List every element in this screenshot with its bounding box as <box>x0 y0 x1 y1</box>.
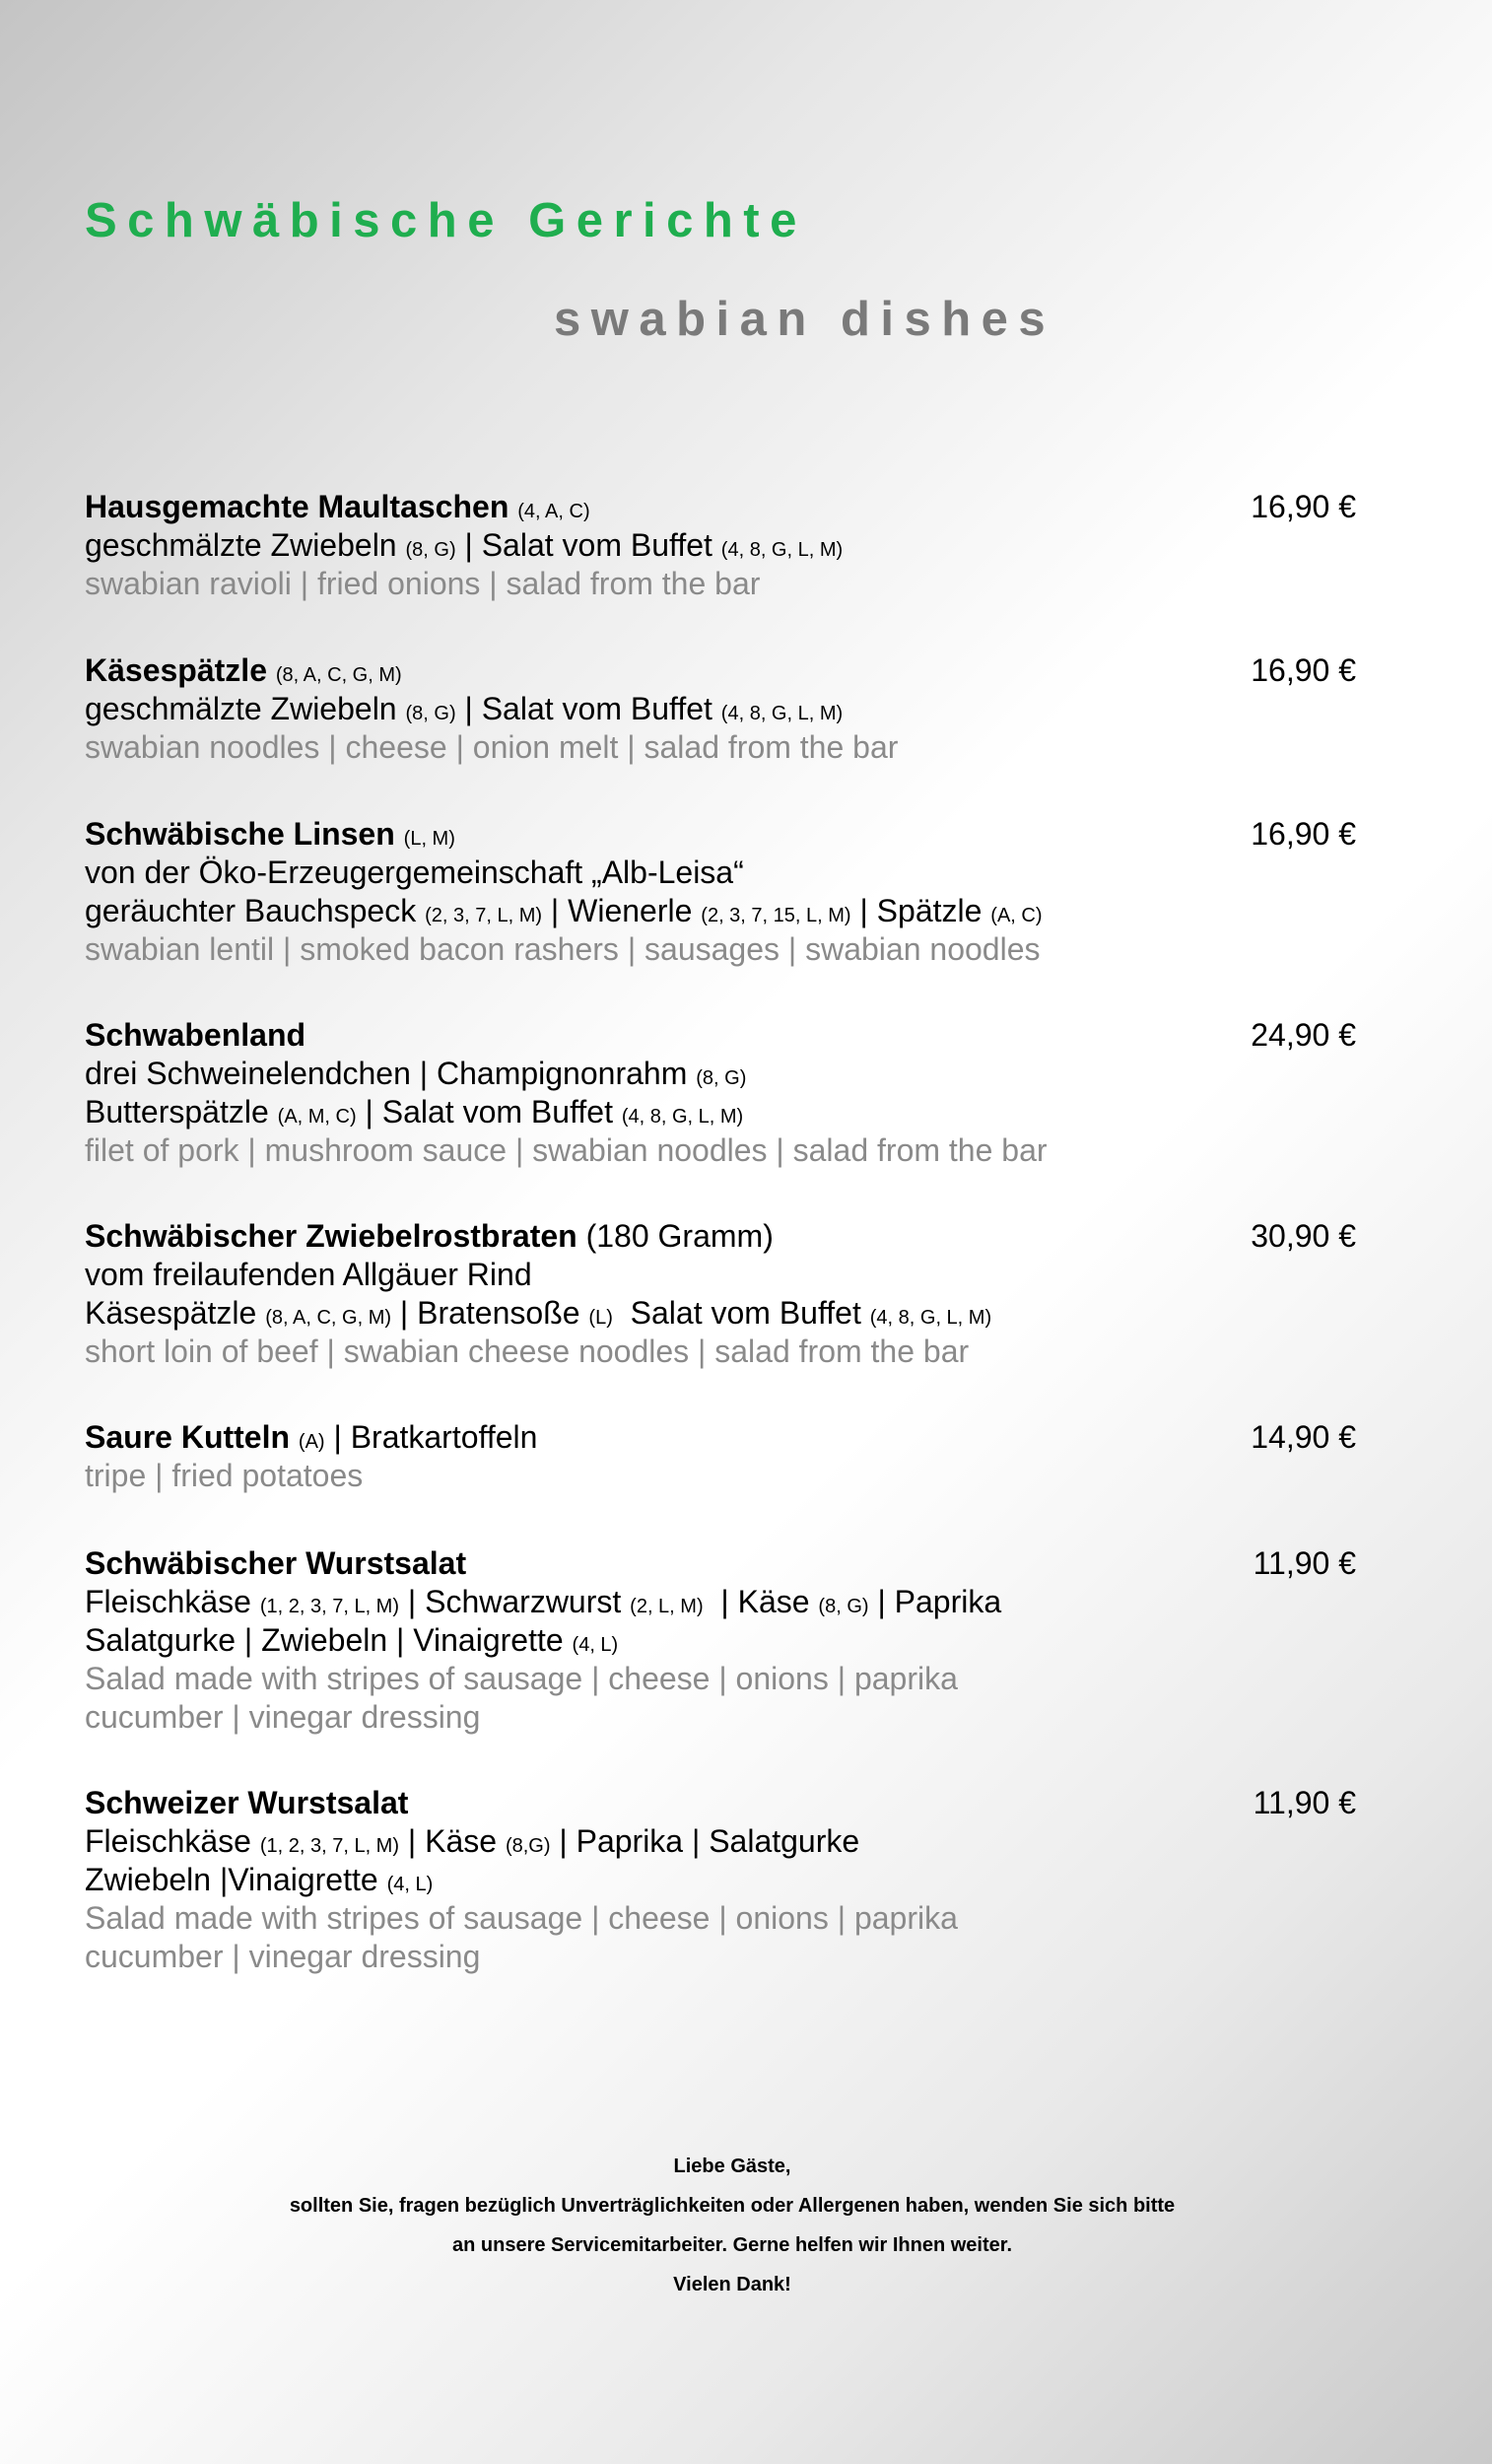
side-text: | Spätzle <box>859 893 983 928</box>
dish-name: Saure Kutteln <box>85 1419 291 1455</box>
dish-sides <box>85 526 1356 565</box>
dish-name: Schwabenland <box>85 1017 306 1053</box>
dish-description-en: swabian lentil | smoked bacon rashers | sausages | swabian noodles <box>85 931 1041 967</box>
dish-name-line <box>85 488 1356 526</box>
dish-sides <box>85 1055 1356 1093</box>
dish-name-line <box>85 1784 1356 1822</box>
side-text: | Salat vom Buffet <box>464 527 712 563</box>
menu-item-linsen <box>85 815 1356 969</box>
menu-item-schwaebischer-wurstsalat <box>85 1544 1356 1737</box>
dish-sides <box>85 1861 1356 1899</box>
allergens: (2, 3, 7, 15, L, M) <box>701 905 851 926</box>
side-text: | Wienerle <box>550 893 693 928</box>
dish-origin: vom freilaufenden Allgäuer Rind <box>85 1257 532 1292</box>
dish-sides <box>85 1621 1356 1660</box>
notice-text: an unsere Servicemitarbeiter. Gerne helfen wir Ihnen weiter. <box>452 2234 1012 2256</box>
allergens: (8, A, C, G, M) <box>275 664 402 686</box>
side-text: Salat vom Buffet <box>630 1295 861 1331</box>
dish-description-en: cucumber | vinegar dressing <box>85 1699 481 1735</box>
dish-weight: (180 Gramm) <box>585 1218 774 1254</box>
side-text: | Salat vom Buffet <box>365 1094 613 1129</box>
side-text: | Käse <box>720 1584 810 1619</box>
side-text: Butterspätzle <box>85 1094 269 1129</box>
allergens: (4, 8, G, L, M) <box>621 1106 744 1128</box>
dish-name: Hausgemachte Maultaschen <box>85 489 509 524</box>
menu-item-schwabenland <box>85 1016 1356 1170</box>
dish-sides <box>85 1822 1356 1861</box>
dish-sides <box>85 1583 1356 1621</box>
price: 30,90 € <box>1251 1218 1356 1254</box>
menu-item-maultaschen <box>85 488 1356 603</box>
side-text: | Paprika | Salatgurke <box>559 1823 860 1859</box>
side-text: Salatgurke | Zwiebeln | Vinaigrette <box>85 1622 564 1658</box>
dish-name-line <box>85 1016 1356 1055</box>
allergens: (A, M, C) <box>277 1106 357 1128</box>
notice-thanks: Vielen Dank! <box>673 2274 791 2295</box>
menu-item-zwiebelrostbraten <box>85 1217 1356 1371</box>
dish-description-en: swabian noodles | cheese | onion melt | salad from the bar <box>85 729 899 765</box>
allergens: (2, 3, 7, L, M) <box>425 905 543 926</box>
dish-description-en: Salad made with stripes of sausage | cheese | onions | paprika <box>85 1900 958 1936</box>
allergens: (4, 8, G, L, M) <box>720 703 844 724</box>
dish-description-en: swabian ravioli | fried onions | salad from the bar <box>85 566 761 601</box>
dish-sides <box>85 1093 1356 1131</box>
dish-name-line <box>85 651 1356 690</box>
dish-description-en: filet of pork | mushroom sauce | swabian noodles | salad from the bar <box>85 1132 1048 1168</box>
allergens: (4, A, C) <box>517 501 590 522</box>
allergens: (4, L) <box>572 1634 619 1656</box>
dish-description-en: tripe | fried potatoes <box>85 1458 364 1493</box>
page-title: Schwäbische Gerichte <box>85 194 807 247</box>
price: 11,90 € <box>1253 1785 1356 1820</box>
allergens: (4, 8, G, L, M) <box>869 1307 992 1329</box>
allergens: (8, G) <box>405 703 456 724</box>
notice-text: sollten Sie, fragen bezüglich Unverträglichkeiten oder Allergenen haben, wenden Sie sich bitte <box>289 2195 1176 2217</box>
dish-name-line <box>85 1418 1356 1457</box>
allergens: (1, 2, 3, 7, L, M) <box>259 1835 400 1857</box>
menu-item-saure-kutteln <box>85 1418 1356 1495</box>
side-text: geschmälzte Zwiebeln <box>85 527 397 563</box>
side-text: | Paprika <box>877 1584 1002 1619</box>
side-text: drei Schweinelendchen | Champignonrahm <box>85 1056 688 1091</box>
page-subtitle: swabian dishes <box>554 293 1056 346</box>
price: 24,90 € <box>1251 1017 1356 1053</box>
dish-sides <box>85 1294 1356 1333</box>
dish-name: Schweizer Wurstsalat <box>85 1785 409 1820</box>
dish-name: Käsespätzle <box>85 652 267 688</box>
dish-sides <box>85 690 1356 728</box>
side-text: geschmälzte Zwiebeln <box>85 691 397 726</box>
allergy-notice <box>0 2147 1464 2304</box>
menu-item-kaesespaetzle <box>85 651 1356 767</box>
price: 16,90 € <box>1251 816 1356 852</box>
allergens: (8, G) <box>818 1596 869 1617</box>
dish-description-en: Salad made with stripes of sausage | cheese | onions | paprika <box>85 1661 958 1696</box>
dish-description-en: cucumber | vinegar dressing <box>85 1939 481 1974</box>
dish-name: Schwäbischer Zwiebelrostbraten <box>85 1218 577 1254</box>
allergens: (L) <box>588 1307 613 1329</box>
dish-name: Schwäbische Linsen <box>85 816 395 852</box>
price: 16,90 € <box>1251 652 1356 688</box>
dish-name-line <box>85 1544 1356 1583</box>
price: 14,90 € <box>1251 1419 1356 1455</box>
side-text: | Bratkartoffeln <box>333 1419 538 1455</box>
allergens: (8,G) <box>505 1835 551 1857</box>
dish-description-en: short loin of beef | swabian cheese noodles | salad from the bar <box>85 1334 970 1369</box>
allergens: (8, G) <box>405 539 456 561</box>
side-text: | Schwarzwurst <box>407 1584 622 1619</box>
dish-name: Schwäbischer Wurstsalat <box>85 1545 467 1581</box>
allergens: (L, M) <box>403 828 455 850</box>
side-text: Zwiebeln |Vinaigrette <box>85 1862 378 1897</box>
side-text: | Bratensoße <box>399 1295 580 1331</box>
side-text: geräuchter Bauchspeck <box>85 893 417 928</box>
allergens: (2, L, M) <box>630 1596 704 1617</box>
price: 11,90 € <box>1253 1545 1356 1581</box>
side-text: Fleischkäse <box>85 1584 251 1619</box>
allergens: (4, 8, G, L, M) <box>720 539 844 561</box>
allergens: (8, A, C, G, M) <box>265 1307 392 1329</box>
side-text: | Käse <box>407 1823 498 1859</box>
allergens: (4, L) <box>386 1874 434 1895</box>
allergens: (8, G) <box>696 1067 747 1089</box>
allergens: (1, 2, 3, 7, L, M) <box>259 1596 400 1617</box>
dish-origin: von der Öko-Erzeugergemeinschaft „Alb-Leisa“ <box>85 855 744 890</box>
allergens: (A, C) <box>990 905 1043 926</box>
allergens: (A) <box>298 1431 325 1453</box>
side-text: Fleischkäse <box>85 1823 251 1859</box>
notice-greeting: Liebe Gäste, <box>673 2156 791 2177</box>
side-text: | Salat vom Buffet <box>464 691 712 726</box>
menu-item-schweizer-wurstsalat <box>85 1784 1356 1976</box>
dish-sides <box>85 892 1356 930</box>
price: 16,90 € <box>1251 489 1356 524</box>
side-text: Käsespätzle <box>85 1295 257 1331</box>
dish-name-line <box>85 815 1356 854</box>
dish-name-line <box>85 1217 1356 1256</box>
